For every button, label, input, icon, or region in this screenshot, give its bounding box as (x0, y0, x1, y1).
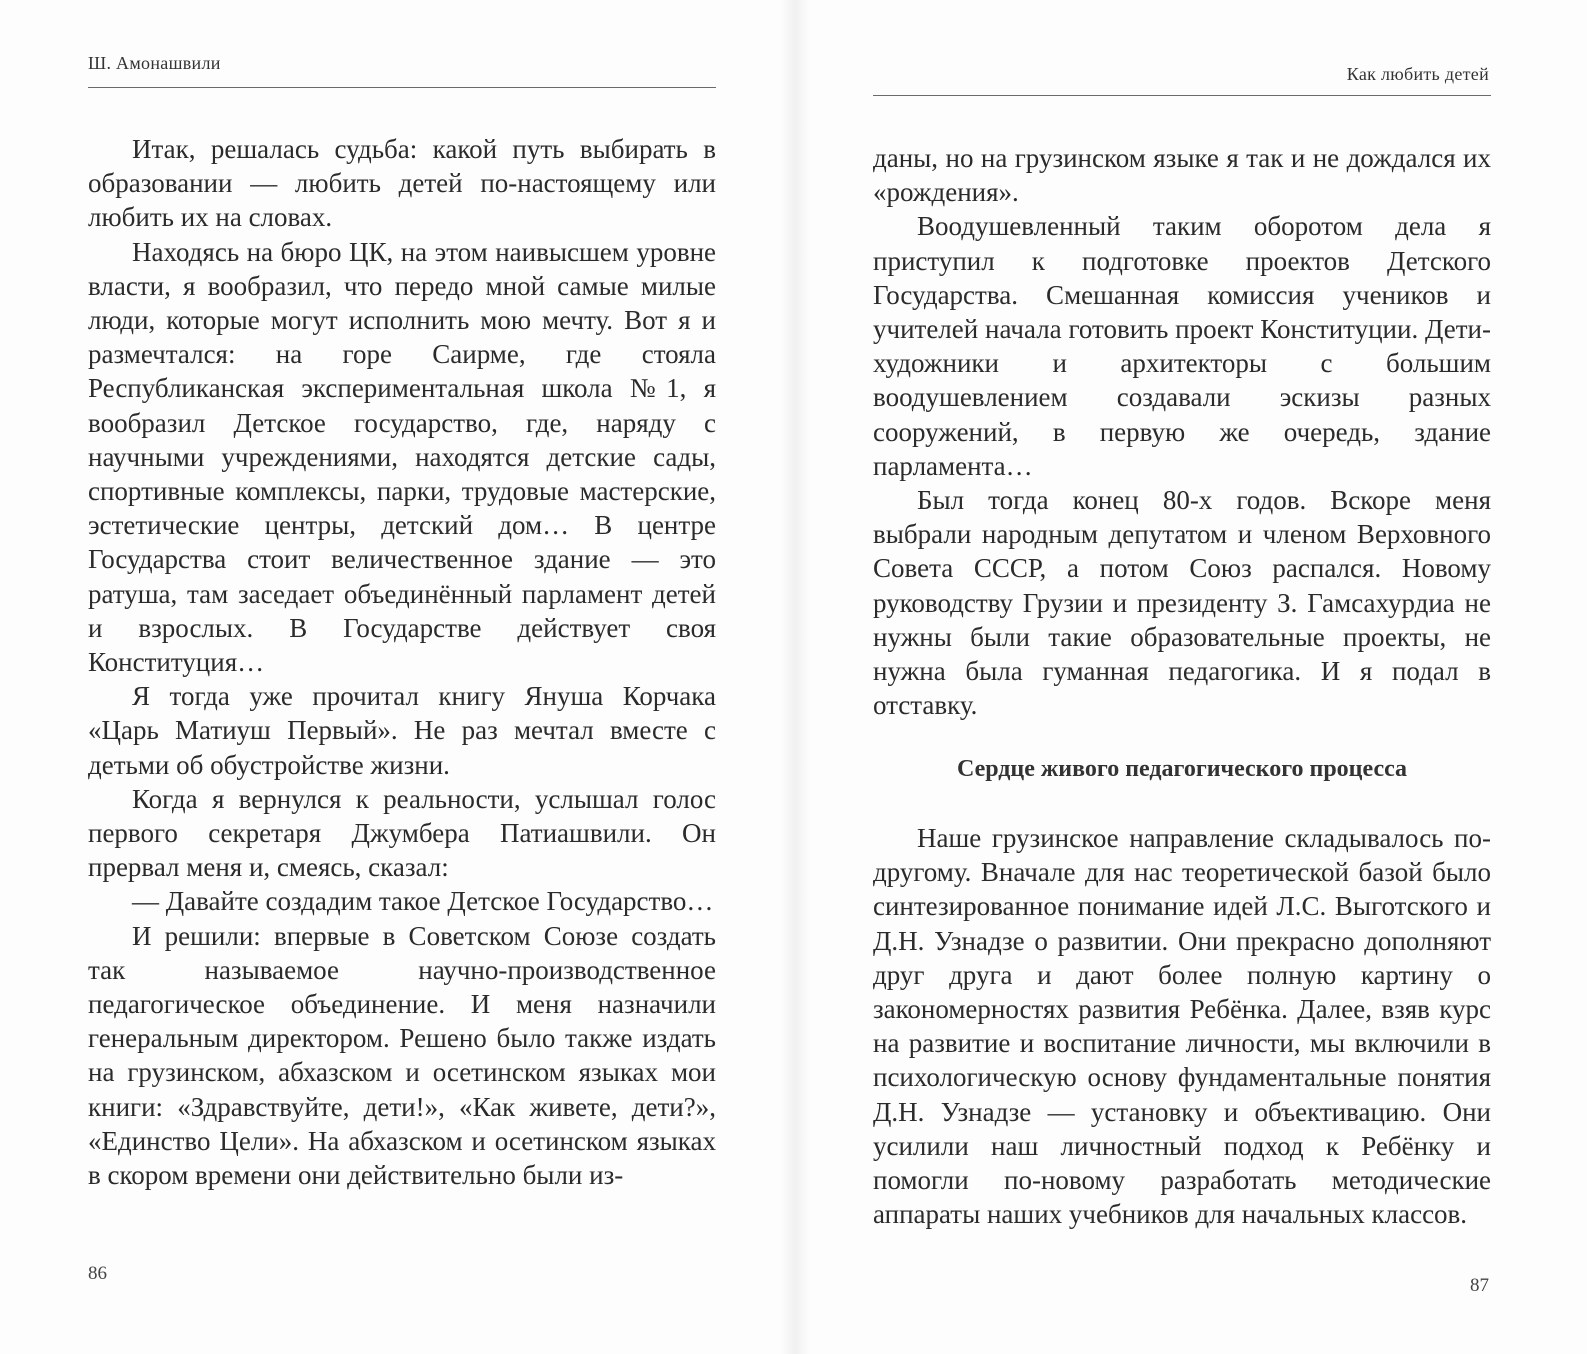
paragraph: — Давайте создадим такое Детское Государство… (132, 886, 714, 917)
paragraph: Находясь на бюро ЦК, на этом наивысшем уровне власти, я вообразил, что передо мной самые милые люди, которые могут исполнить мою мечту. Вот я и размечтался: на горе Саирме, где стояла Республиканская экспериментальная школа №1, я вообразил Детское государство, где, наряду с научными учреждениями, находятся детские сады, спортивные комплексы, парки, трудовые мастерские, эстетические центры, детский дом… В центре Государства стоит величественное здание — это ратуша, там заседает объединённый парламент детей и взрослых. В Государстве действует своя Конституция… (88, 236, 716, 678)
paragraph: Наше грузинское направление складывалось по-другому. Вначале для нас теоретической базой было синтезированное понимание идей Л.С. Выготского и Д.Н. Узнадзе о развитии. Они прекрасно дополняют друг друга и дают более полную картину о закономерностях развития Ребёнка. Далее, взяв курс на развитие и воспитание личности, мы включили в психологическую основу фундаментальные понятия Д.Н. Узнадзе — установку и объективацию. Они усилили наш личностный подход к Ребёнку и помогли по-новому разработать методические аппараты наших учебников для начальных классов. (873, 823, 1491, 1230)
page-number: 87 (1470, 1275, 1489, 1296)
continuation-paragraph: даны, но на грузинском языке я так и не дождался их «рождения». (873, 143, 1491, 208)
right-page (794, 0, 1587, 1354)
right-page-body (873, 141, 1491, 722)
paragraph: Итак, решалась судьба: какой путь выбирать в образовании — любить детей по-настоящему или любить их на словах. (88, 134, 716, 233)
page-number: 86 (88, 1263, 107, 1284)
paragraph: Воодушевленный таким оборотом дела я приступил к подготовке проектов Детского Государства. Смешанная комиссия учеников и учителей начала готовить проект Конституции. Дети-художники и архитекторы с большим воодушевлением создавали эскизы разных сооружений, в первую же очередь, здание парламента… (873, 211, 1491, 481)
left-page (0, 0, 793, 1354)
paragraph: Я тогда уже прочитал книгу Януша Корчака «Царь Матиуш Первый». Не раз мечтал вместе с детьми об обустройстве жизни. (88, 681, 716, 780)
section-heading: Сердце живого педагогического процесса (956, 756, 1408, 782)
paragraph: Был тогда конец 80-х годов. Вскоре меня выбрали народным депутатом и членом Верховного Совета СССР, а потом Союз распался. Новому руководству Грузии и президенту З. Гамсахурдиа не нужны были такие образовательные проекты, не нужна была гуманная педагогика. И я подал в отставку. (873, 485, 1491, 721)
running-head-title: Как любить детей (1346, 64, 1489, 84)
left-page-body (88, 132, 716, 1192)
header-rule (873, 95, 1491, 96)
paragraph: Когда я вернулся к реальности, услышал голос первого секретаря Джумбера Патиашвили. Он прервал меня и, смеясь, сказал: (88, 783, 716, 883)
header-rule (88, 87, 716, 88)
paragraph: И решили: впервые в Советском Союзе создать так называемое научно-производственное педагогическое объединение. И меня назначили генеральным директором. Решено было также издать на грузинском, абхазском и осетинском языках мои книги: «Здравствуйте, дети!», «Как живете, дети?», «Единство Цели». На абхазском и осетинском языках в скором времени они действительно были из- (88, 920, 716, 1191)
running-head-author: Ш. Амонашвили (88, 53, 221, 73)
section-body (873, 821, 1491, 1231)
